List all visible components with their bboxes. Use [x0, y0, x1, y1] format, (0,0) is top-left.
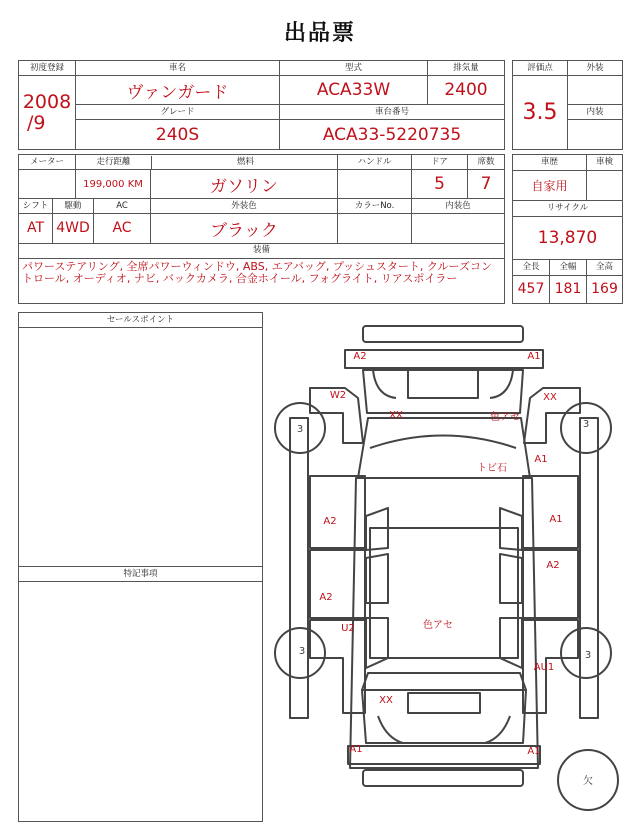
fuel-label: 燃料: [151, 156, 338, 169]
sales-points-label: セールスポイント: [19, 313, 262, 328]
damage-marks: [297, 351, 593, 787]
seats-value: 7: [468, 170, 505, 199]
spec-table: [18, 154, 505, 304]
headlight-right: [490, 370, 513, 398]
front-bumper: [345, 350, 543, 368]
mark-tire-front-left: 3: [296, 424, 304, 435]
mark-front-bumper-right: A1: [527, 351, 541, 362]
ext-color-value: ブラック: [151, 214, 338, 243]
car-name-label: 車名: [76, 61, 280, 76]
shift-value: AT: [19, 214, 53, 243]
page-title: 出品票: [283, 21, 356, 46]
color-no-value: [338, 214, 412, 243]
front-bumper-top: [363, 326, 523, 342]
length-label: 全長: [513, 259, 550, 275]
mark-tire-front-right: 3: [582, 419, 590, 430]
grade-label: グレード: [76, 104, 280, 119]
taillight-right: [485, 716, 510, 743]
meter-label: メーター: [19, 155, 76, 170]
steering-label: ハンドル: [338, 155, 412, 170]
shift-label: シフト: [19, 199, 53, 214]
mark-door-front-right: A1: [549, 514, 563, 525]
mark-roof: 色アセ: [423, 620, 453, 631]
recycle-value: 13,870: [513, 216, 623, 259]
height-value: 169: [587, 275, 623, 303]
ac-value: AC: [94, 214, 151, 243]
sill-left: [290, 418, 308, 718]
mark-door-rear-right: A2: [546, 560, 560, 571]
exterior-label: 外装: [568, 61, 623, 76]
mark-hood-right: 色アセ: [490, 412, 520, 423]
history-label: 車歴: [513, 155, 587, 171]
tailgate-plate: [408, 693, 480, 713]
color-no-label: カラーNo.: [338, 199, 412, 214]
mark-tire-rear-left: 3: [298, 646, 306, 657]
doors-label: ドア: [412, 155, 468, 170]
inspection-label: 車検: [587, 155, 623, 171]
rear-bumper: [348, 746, 540, 764]
roof: [370, 528, 518, 658]
registration-month: /9: [27, 111, 46, 134]
score-table: [512, 60, 623, 150]
chassis-value: ACA33-5220735: [280, 120, 505, 150]
registration-value: [19, 76, 76, 150]
recycle-label: リサイクル: [513, 201, 623, 217]
notes-value: [19, 582, 262, 588]
seats-label: 席数: [468, 155, 505, 170]
history-value: 自家用: [513, 170, 587, 200]
mark-pillar-right: A1: [534, 454, 548, 465]
sales-points-value: [19, 328, 262, 334]
rear-glass: [362, 673, 526, 690]
mark-hood-left: XX: [389, 410, 403, 421]
mark-door-rear-left: A2: [319, 592, 333, 603]
mileage-label-text: 走行距離: [96, 156, 131, 167]
width-value: 181: [550, 275, 587, 303]
notes-label: 特記事項: [19, 567, 262, 582]
hood: [363, 370, 523, 413]
mark-front-bumper-left: A2: [353, 351, 367, 362]
vehicle-info-table: [18, 60, 505, 150]
doors-value: 5: [412, 170, 468, 199]
ext-color-label: 外装色: [151, 199, 338, 214]
interior-value: [568, 120, 623, 150]
windshield-inner: [370, 436, 516, 449]
mileage-value: 199,000 KM: [76, 170, 151, 199]
steering-value: [338, 170, 412, 199]
score-value: 3.5: [513, 76, 568, 150]
fuel-value: ガソリン: [151, 170, 338, 199]
drive-label: 駆動: [53, 199, 94, 214]
exterior-value: [568, 76, 623, 105]
meter-value: [19, 170, 76, 199]
sales-points-box: [18, 312, 263, 567]
car-damage-diagram: [268, 318, 622, 824]
width-label: 全幅: [550, 259, 587, 275]
taillight-left: [378, 716, 403, 743]
mark-door-front-left: A2: [323, 516, 337, 527]
headlight-left: [373, 370, 396, 398]
mark-spare-tire: 欠: [583, 776, 593, 787]
mark-tire-rear-right: 3: [584, 650, 592, 661]
ac-label: AC: [94, 199, 151, 214]
score-label: 評価点: [513, 61, 568, 76]
car-name-value: ヴァンガード: [76, 76, 280, 105]
model-label: 型式: [280, 61, 428, 76]
equipment-label: 装備: [19, 243, 505, 258]
door-rear-left: [310, 550, 365, 618]
int-color-value: [412, 214, 505, 243]
mark-tailgate: XX: [379, 695, 393, 706]
interior-label: 内装: [568, 104, 623, 119]
drive-value: 4WD: [53, 214, 94, 243]
displacement-label: 排気量: [428, 61, 505, 76]
mark-quarter-right: AU1: [533, 662, 555, 673]
mark-fender-front-right: XX: [543, 392, 557, 403]
quarter-left: [310, 620, 365, 713]
registration-year: 2008: [22, 90, 72, 113]
mark-windshield: トビ石: [477, 463, 507, 474]
mark-rear-bumper-left: A1: [349, 744, 363, 755]
mark-quarter-left: U2: [341, 623, 355, 634]
inspection-value: [587, 170, 623, 200]
height-label: 全高: [587, 259, 623, 275]
sill-right: [580, 418, 598, 718]
hood-line: [408, 370, 478, 398]
equipment-value: パワーステアリング, 全席パワーウィンドウ, ABS, エアバッグ, プッシュスタート, クルーズコントロール, オーディオ, ナビ, バックカメラ, 合金ホイール, フォグライト, リアスポイラー: [19, 258, 505, 303]
notes-box: [18, 566, 263, 822]
rear-bumper-bottom: [363, 770, 523, 786]
mark-rear-bumper-right: A1: [527, 746, 541, 757]
chassis-label: 車台番号: [280, 104, 505, 119]
registration-label: 初度登録: [19, 61, 76, 76]
mark-fender-front-left: W2: [329, 390, 347, 401]
history-table: [512, 154, 623, 304]
length-value: 457: [513, 275, 550, 303]
int-color-label: 内装色: [412, 199, 505, 214]
grade-value: 240S: [76, 120, 280, 150]
displacement-value: 2400: [428, 76, 505, 105]
mileage-label-cell: [76, 155, 338, 170]
model-value: ACA33W: [280, 76, 428, 105]
